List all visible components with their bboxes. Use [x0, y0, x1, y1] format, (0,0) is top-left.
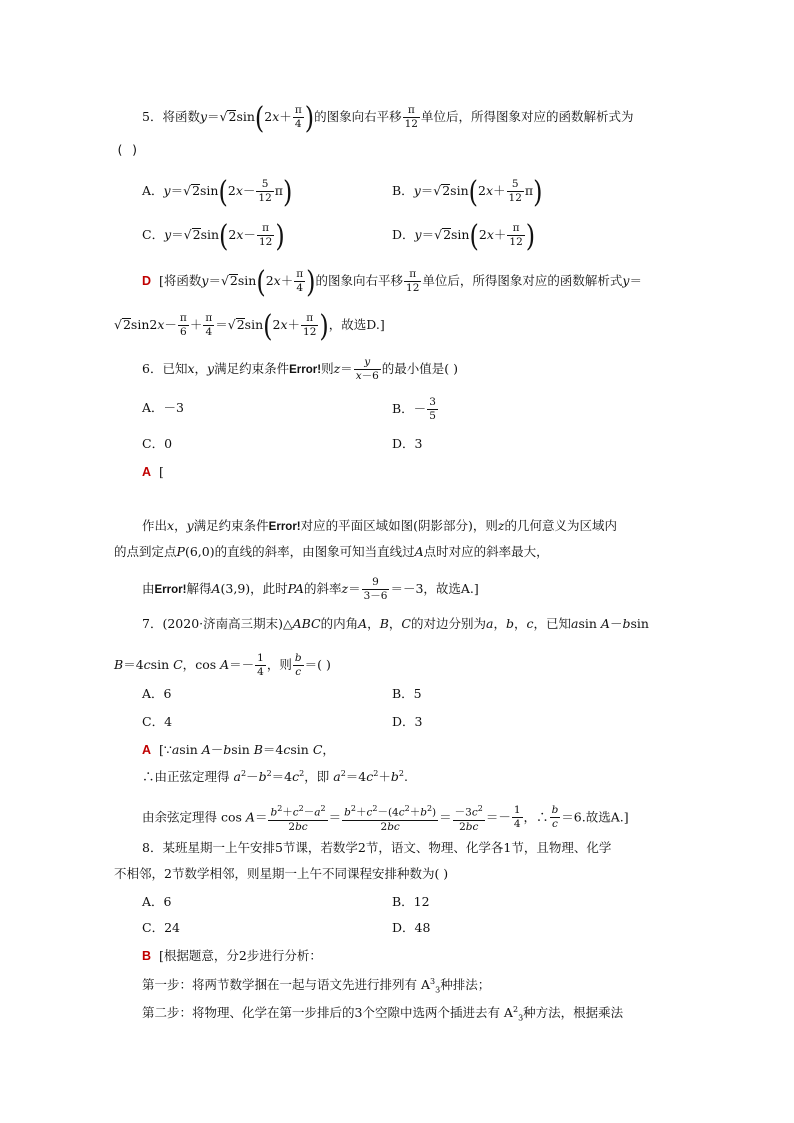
q5-blank: ( )	[116, 142, 139, 157]
q7-stem-line2: B＝4csin C，cos A＝－ $\frac{1}{4}$ ，则 $\frac{b}{c}$ ＝( )	[114, 652, 331, 678]
q5-option-b: B．y＝√2sin(2x＋ $\frac{5}{12}$ π)	[392, 174, 543, 209]
q8-stem-line1: 8．某班星期一上午安排5节课，若数学2节，语文、物理、化学各1节，且物理、化学	[142, 840, 612, 855]
q6-option-c: C．0	[142, 436, 173, 451]
q8-option-d: D．48	[392, 920, 431, 935]
q7-option-c: C．4	[142, 714, 173, 729]
q8-option-c: C．24	[142, 920, 180, 935]
q7-solution-line3: 由余弦定理得 cos A＝ $\frac{b^2+c^2-a^2}{2bc}$ ＝ $\frac{b^2+c^2-(4c^2+b^2)}{2bc}$ ＝ $\frac{-3c^2}{2bc}$ ＝－ $\frac{1}{4}$ ，∴ $\frac{b}{c}$ ＝6.故选A.]	[142, 804, 629, 833]
q8-stem-line2: 不相邻，2节数学相邻，则星期一上午不同课程安排种数为( )	[114, 866, 449, 881]
q6-answer: A [	[142, 464, 164, 479]
q7-solution-line2: ∴由正弦定理得 $a^2-b^2=4c^2$，即 $a^2=4c^2+b^2$.	[142, 769, 408, 785]
q6-option-d: D．3	[392, 436, 423, 451]
q5-option-a: A．y＝√2sin(2x－ $\frac{5}{12}$ π)	[142, 174, 293, 209]
q7-solution-line1: A [∵asin A－bsin B＝4csin C，	[142, 742, 335, 757]
q6-solution-line1: 作出x，y满足约束条件Error!对应的平面区域如图(阴影部分)，则z的几何意义为区域内	[142, 518, 617, 533]
q7-option-b: B．5	[392, 686, 422, 701]
q5-solution-line1: D [将函数y＝√2sin(2x＋ $\frac{\pi}{4}$ )的图象向右平移 $\frac{\pi}{12}$ 单位后，所得图象对应的函数解析式y＝	[142, 264, 642, 299]
q8-solution-line1: B [根据题意，分2步进行分析：	[142, 948, 322, 963]
q6-option-b: B．－ $\frac{3}{5}$	[392, 396, 436, 422]
q8-solution-line3: 第二步：将物理、化学在第一步排后的3个空隙中选两个插进去有 $A^2_3$种方法，根据乘法	[142, 1005, 624, 1023]
q7-option-a: A．6	[142, 686, 172, 701]
q8-option-a: A．6	[142, 894, 172, 909]
q5-option-d: D．y＝√2sin(2x＋ $\frac{\pi}{12}$ )	[392, 218, 536, 253]
q7-option-d: D．3	[392, 714, 423, 729]
q6-option-a: A．－3	[142, 400, 184, 415]
q6-solution-line3: 由Error!解得A(3,9)，此时PA的斜率z＝ $\frac{9}{3-6}$ ＝－3，故选A.]	[142, 576, 479, 602]
q5-option-c: C．y＝√2sin(2x－ $\frac{\pi}{12}$ )	[142, 218, 285, 253]
q8-solution-line2: 第一步：将两节数学捆在一起与语文先进行排列有 $A^3_3$种排法；	[142, 977, 491, 995]
q8-option-b: B．12	[392, 894, 430, 909]
q6-stem: 6．已知x，y满足约束条件Error!则z＝ $\frac{y}{x-6}$ 的最小值是( )	[142, 356, 459, 382]
q7-stem-line1: 7．(2020·济南高三期末)△ABC的内角A，B，C的对边分别为a，b，c，已知asin A－bsin	[142, 616, 649, 631]
q6-solution-line2: 的点到定点P(6,0)的直线的斜率，由图象可知当直线过A点时对应的斜率最大，	[114, 544, 549, 559]
q5-stem: 5．将函数y＝√2sin(2x＋ $\frac{\pi}{4}$ )的图象向右平移 $\frac{\pi}{12}$ 单位后，所得图象对应的函数解析式为	[142, 100, 634, 135]
q5-solution-line2: √2sin2x－ $\frac{\pi}{6}$ ＋ $\frac{\pi}{4}$ ＝√2sin(2x＋ $\frac{\pi}{12}$ )，故选D.]	[114, 308, 385, 343]
